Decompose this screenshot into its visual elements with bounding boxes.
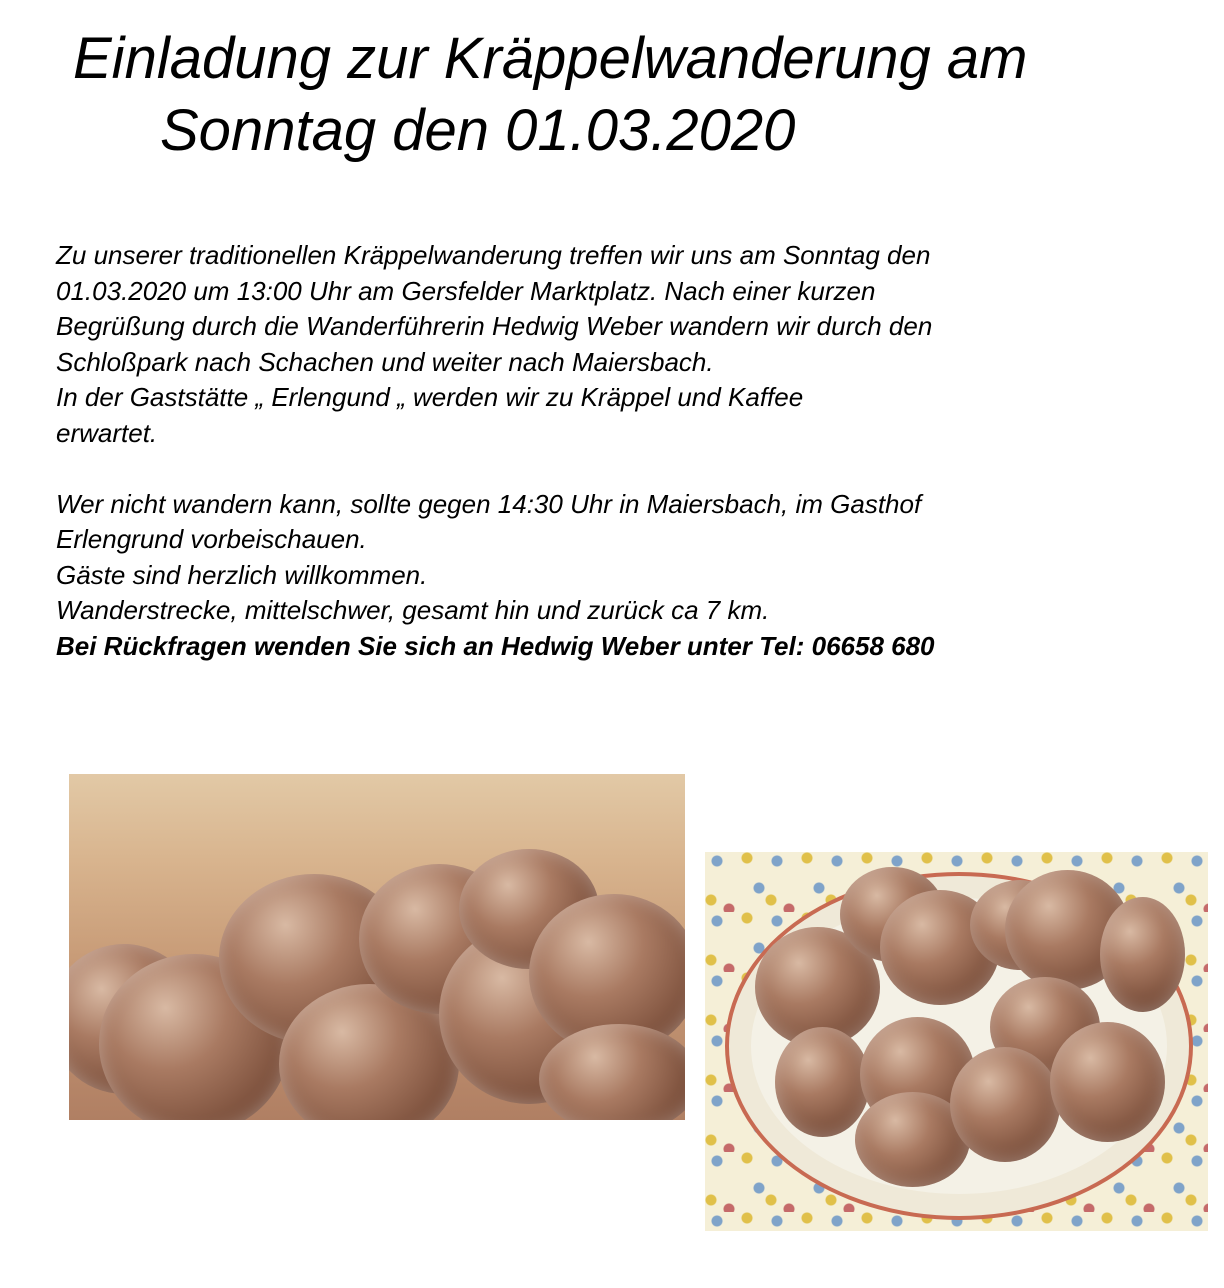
kraeppel-ball: [775, 1027, 870, 1137]
paragraph1-line-4: Schloßpark nach Schachen und weiter nach Maiersbach.: [56, 346, 714, 377]
paragraph2-line-1: Wer nicht wandern kann, sollte gegen 14:30 Uhr in Maiersbach, im Gasthof: [56, 488, 922, 519]
invitation-text: [56, 238, 1206, 664]
title-line-2: Sonntag den 01.03.2020: [160, 98, 796, 163]
photo-kraeppel-plate: [705, 852, 1208, 1231]
paragraph2-line-4: Wanderstrecke, mittelschwer, gesamt hin und zurück ca 7 km.: [56, 595, 770, 625]
kraeppel-ball: [1100, 897, 1185, 1012]
kraeppel-ball: [1050, 1022, 1165, 1142]
paragraph2-line-3: Gäste sind herzlich willkommen.: [56, 559, 428, 590]
paragraph2-line-2: Erlengrund vorbeischauen.: [56, 524, 367, 554]
paragraph1-line-1: Zu unserer traditionellen Kräppelwanderung treffen wir uns am Sonntag den: [56, 240, 931, 270]
paragraph1-line-3: Begrüßung durch die Wanderführerin Hedwig Weber wandern wir durch den: [56, 311, 933, 341]
photo-kraeppel-closeup: [69, 774, 685, 1120]
contact-line: Bei Rückfragen wenden Sie sich an Hedwig Weber unter Tel: 06658 680: [56, 630, 935, 661]
paragraph1-line-5: In der Gaststätte „ Erlengund „ werden wir zu Kräppel und Kaffee: [56, 382, 804, 412]
paragraph-spacer: [56, 451, 1206, 487]
title-line-1: Einladung zur Kräppelwanderung am: [73, 26, 1028, 91]
paragraph1-line-6: erwartet.: [56, 417, 158, 448]
paragraph1-line-2: 01.03.2020 um 13:00 Uhr am Gersfelder Marktplatz. Nach einer kurzen: [56, 275, 876, 306]
kraeppel-ball: [950, 1047, 1060, 1162]
